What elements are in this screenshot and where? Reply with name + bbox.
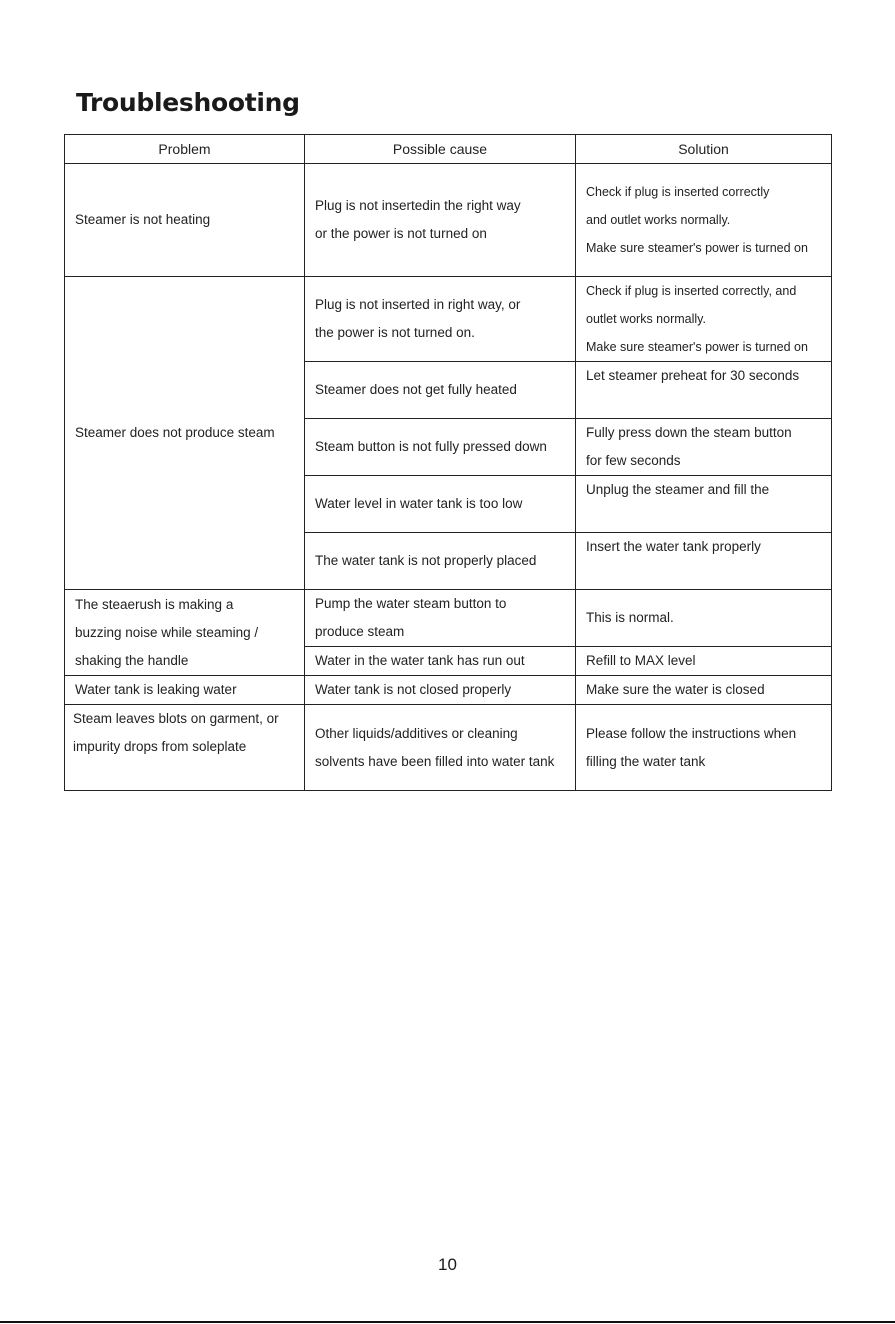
solution-cell: Refill to MAX level	[576, 647, 832, 676]
cause-cell: Other liquids/additives or cleaning solvents have been filled into water tank	[305, 705, 576, 791]
header-possible-cause: Possible cause	[305, 135, 576, 164]
solution-cell: Unplug the steamer and fill the	[576, 476, 832, 533]
problem-cell: The steaerush is making a buzzing noise while steaming / shaking the handle	[65, 590, 305, 676]
cause-cell: Water in the water tank has run out	[305, 647, 576, 676]
table-row	[65, 590, 832, 647]
table-row	[65, 705, 832, 791]
page-number: 10	[438, 1255, 457, 1274]
problem-cell: Steamer is not heating	[65, 164, 305, 277]
cause-cell: Plug is not inserted in right way, or the power is not turned on.	[305, 277, 576, 362]
solution-cell: Let steamer preheat for 30 seconds	[576, 362, 832, 419]
solution-cell: Make sure the water is closed	[576, 676, 832, 705]
bottom-divider	[0, 1321, 895, 1323]
cause-cell: Water level in water tank is too low	[305, 476, 576, 533]
solution-cell: Please follow the instructions when filling the water tank	[576, 705, 832, 791]
table-row	[65, 164, 832, 277]
table-row	[65, 676, 832, 705]
solution-cell: Check if plug is inserted correctly and outlet works normally. Make sure steamer's power is turned on	[576, 164, 832, 277]
solution-cell: This is normal.	[576, 590, 832, 647]
solution-cell: Check if plug is inserted correctly, and outlet works normally. Make sure steamer's power is turned on	[576, 277, 832, 362]
cause-cell: Water tank is not closed properly	[305, 676, 576, 705]
problem-cell: Steamer does not produce steam	[65, 277, 305, 590]
table-header-row	[65, 135, 832, 164]
solution-cell: Insert the water tank properly	[576, 533, 832, 590]
problem-cell: Water tank is leaking water	[65, 676, 305, 705]
cause-cell: Pump the water steam button to produce steam	[305, 590, 576, 647]
header-solution: Solution	[576, 135, 832, 164]
cause-cell: Plug is not insertedin the right way or the power is not turned on	[305, 164, 576, 277]
cause-cell: Steamer does not get fully heated	[305, 362, 576, 419]
cause-cell: Steam button is not fully pressed down	[305, 419, 576, 476]
solution-cell: Fully press down the steam button for few seconds	[576, 419, 832, 476]
table-row	[65, 277, 832, 362]
page-title: Troubleshooting	[76, 88, 300, 117]
problem-cell: Steam leaves blots on garment, or impurity drops from soleplate	[65, 705, 305, 791]
header-problem: Problem	[65, 135, 305, 164]
troubleshooting-table	[64, 134, 832, 791]
cause-cell: The water tank is not properly placed	[305, 533, 576, 590]
